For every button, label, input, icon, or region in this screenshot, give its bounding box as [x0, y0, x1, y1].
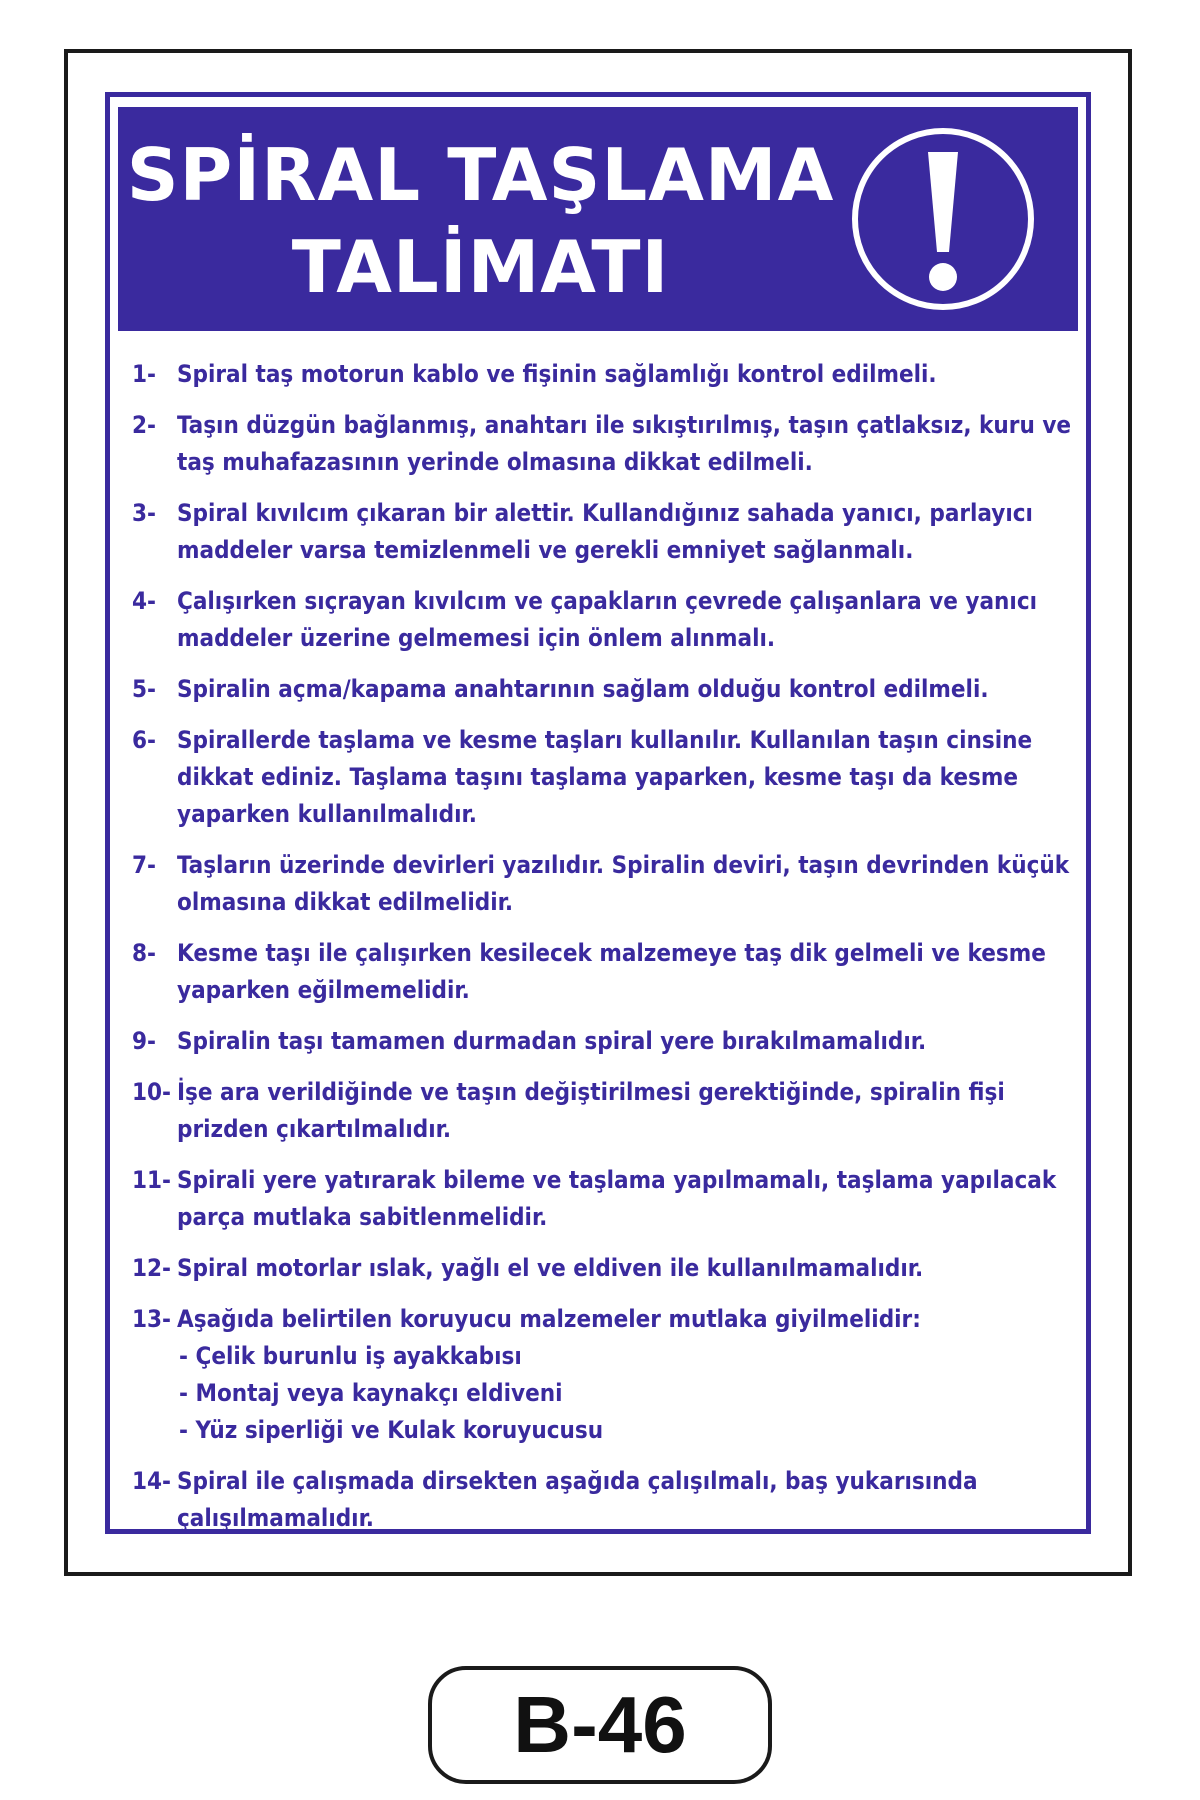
rule-number: 11- — [132, 1166, 172, 1194]
rule-body — [177, 1074, 1072, 1148]
rule-text: Spirali yere yatırarak bileme ve taşlama yapılmamalı, taşlama yapılacak parça mutlaka sabitlenmelidir. — [177, 1166, 1057, 1231]
rule-number: 2- — [132, 411, 156, 439]
product-code-badge: B-46 — [428, 1666, 772, 1784]
rule-item — [132, 935, 1072, 1009]
ppe-sub-item: - Montaj veya kaynakçı eldiveni — [179, 1379, 563, 1407]
rule-text: Taşların üzerinde devirleri yazılıdır. Spiralin deviri, taşın devrinden küçük olmasına dikkat edilmelidir. — [177, 851, 1070, 916]
sign-header — [118, 107, 1078, 331]
rule-number: 14- — [132, 1467, 172, 1495]
sign-title-line2: TALİMATI — [291, 225, 670, 309]
rule-number: 5- — [132, 675, 156, 703]
rule-number: 4- — [132, 587, 156, 615]
rule-item — [132, 356, 1072, 393]
rule-text: Taşın düzgün bağlanmış, anahtarı ile sıkıştırılmış, taşın çatlaksız, kuru ve taş muhafazasının yerinde olmasına dikkat edilmeli. — [177, 411, 1072, 476]
ppe-sub-item: - Çelik burunlu iş ayakkabısı — [179, 1342, 522, 1370]
rule-text: Kesme taşı ile çalışırken kesilecek malzemeye taş dik gelmeli ve kesme yaparken eğilmemelidir. — [177, 939, 1046, 1004]
rule-item — [132, 495, 1072, 569]
rule-item — [132, 1023, 1072, 1060]
rule-text: Çalışırken sıçrayan kıvılcım ve çapakların çevrede çalışanlara ve yanıcı maddeler üzerine gelmemesi için önlem alınmalı. — [177, 587, 1038, 652]
rule-item — [132, 1074, 1072, 1148]
rule-body — [177, 722, 1072, 833]
rule-body — [177, 1162, 1072, 1236]
rule-body — [177, 935, 1072, 1009]
rule-text: Spiralin açma/kapama anahtarının sağlam olduğu kontrol edilmeli. — [177, 675, 989, 703]
rule-item — [132, 583, 1072, 657]
rule-text: Spirallerde taşlama ve kesme taşları kullanılır. Kullanılan taşın cinsine dikkat ediniz. Taşlama taşını taşlama yaparken, kesme taşı da kesme yaparken kullanılmalıdır. — [177, 726, 1033, 828]
rule-text: Aşağıda belirtilen koruyucu malzemeler mutlaka giyilmelidir: — [177, 1305, 921, 1333]
rule-body — [177, 1250, 1072, 1287]
rule-item — [132, 722, 1072, 833]
rule-item — [132, 1250, 1072, 1287]
rule-item — [132, 1463, 1072, 1537]
rule-text: Spiral motorlar ıslak, yağlı el ve eldiven ile kullanılmamalıdır. — [177, 1254, 924, 1282]
rules-list — [132, 356, 1072, 1551]
rule-text: Spiral ile çalışmada dirsekten aşağıda çalışılmalı, baş yukarısında çalışılmamalıdır. — [177, 1467, 978, 1532]
rule-body — [177, 1463, 1072, 1537]
ppe-sub-list — [177, 1338, 1072, 1449]
rule-number: 9- — [132, 1027, 156, 1055]
sign-title-line1: SPİRAL TAŞLAMA — [126, 133, 835, 217]
rule-body — [177, 407, 1072, 481]
rule-body — [177, 583, 1072, 657]
rule-item — [132, 671, 1072, 708]
rule-number: 13- — [132, 1305, 172, 1333]
rule-text: Spiralin taşı tamamen durmadan spiral yere bırakılmamalıdır. — [177, 1027, 927, 1055]
exclamation-circle-icon — [848, 124, 1038, 314]
rule-number: 12- — [132, 1254, 172, 1282]
rule-item — [132, 847, 1072, 921]
rule-number: 10- — [132, 1078, 172, 1106]
rule-number: 3- — [132, 499, 156, 527]
rule-number: 7- — [132, 851, 156, 879]
rule-body — [177, 1023, 1072, 1060]
rule-body — [177, 671, 1072, 708]
sign-title — [118, 129, 843, 313]
rule-body — [177, 495, 1072, 569]
ppe-sub-item: - Yüz siperliği ve Kulak koruyucusu — [179, 1416, 604, 1444]
rule-body — [177, 847, 1072, 921]
rule-item — [132, 1301, 1072, 1449]
rule-item — [132, 1162, 1072, 1236]
rule-text: Spiral kıvılcım çıkaran bir alettir. Kullandığınız sahada yanıcı, parlayıcı maddeler varsa temizlenmeli ve gerekli emniyet sağlanmalı. — [177, 499, 1033, 564]
rule-body — [177, 356, 1072, 393]
rule-number: 6- — [132, 726, 156, 754]
rule-number: 1- — [132, 360, 156, 388]
rule-item — [132, 407, 1072, 481]
rule-text: Spiral taş motorun kablo ve fişinin sağlamlığı kontrol edilmeli. — [177, 360, 937, 388]
rule-body — [177, 1301, 1072, 1449]
rule-text: İşe ara verildiğinde ve taşın değiştirilmesi gerektiğinde, spiralin fişi prizden çıkartılmalıdır. — [177, 1078, 1005, 1143]
rule-number: 8- — [132, 939, 156, 967]
